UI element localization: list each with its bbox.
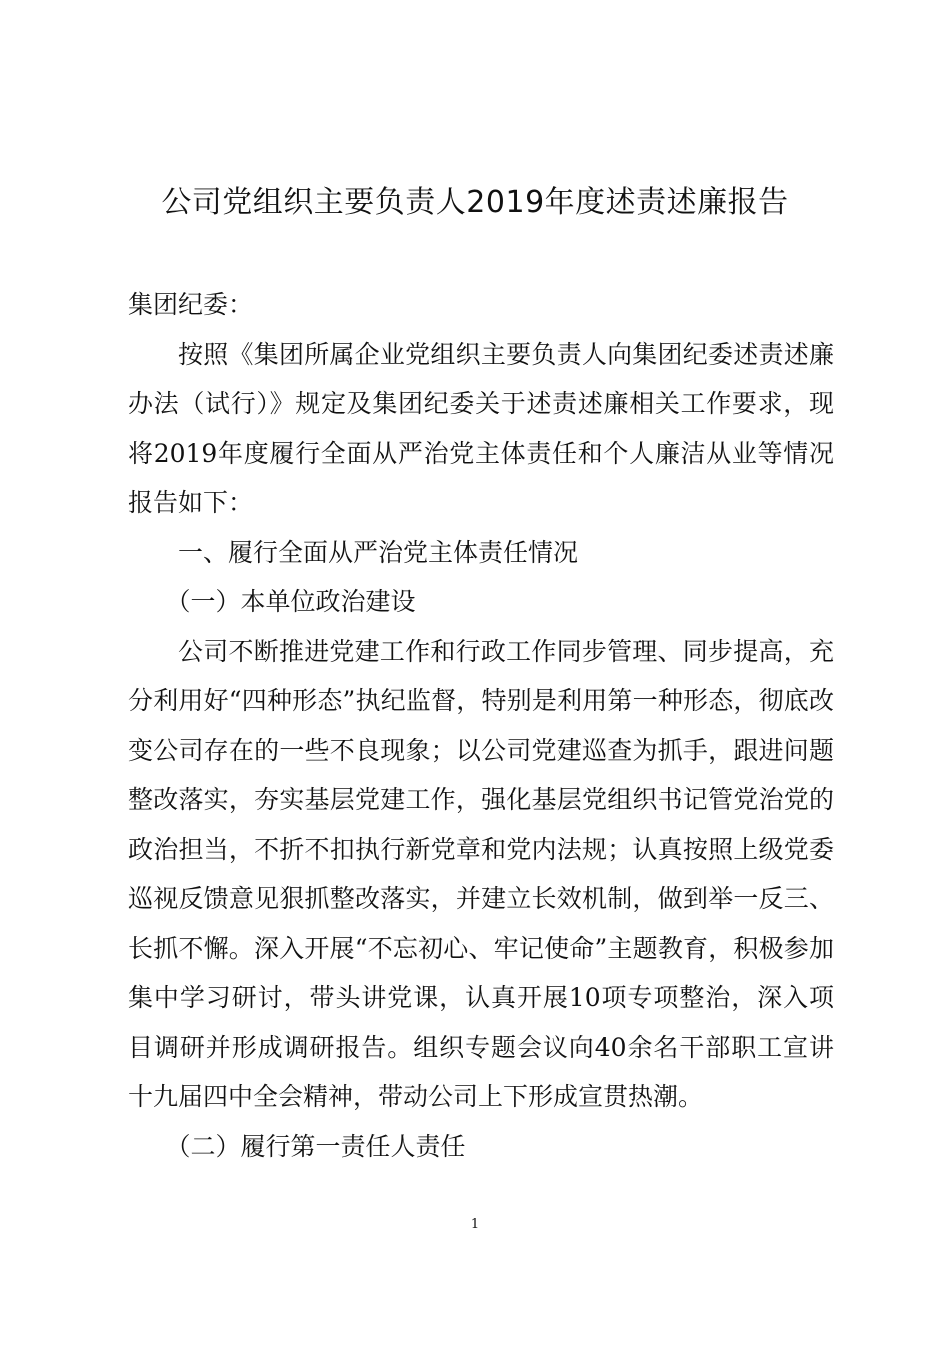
body-paragraph: 公司不断推进党建工作和行政工作同步管理、同步提高，充分利用好“四种形态”执纪监督，特别是利用第一种形态，彻底改变公司存在的一些不良现象；以公司党建巡查为抓手，跟进问题整改落实，夯实基层党建工作，强化基层党组织书记管党治党的政治担当，不折不扣执行新党章和党内法规；认真按照上级党委巡视反馈意见狠抓整改落实，并建立长效机制，做到举一反三、长抓不懈。深入开展“不忘初心、牢记使命”主题教育，积极参加集中学习研讨，带头讲党课，认真开展10项专项整治，深入项目调研并形成调研报告。组织专题会议向40余名干部职工宣讲十九届四中全会精神，带动公司上下形成宣贯热潮。 — [128, 636, 834, 1111]
page-number: 1 — [470, 1217, 480, 1232]
document-title: 公司党组织主要负责人2019年度述责述廉报告 — [161, 185, 789, 220]
subsection-heading-2: （二）履行第一责任人责任 — [165, 1131, 466, 1161]
section-heading: 一、履行全面从严治党主体责任情况 — [178, 537, 579, 567]
salutation: 集团纪委： — [128, 290, 254, 319]
subsection-heading-1: （一）本单位政治建设 — [165, 587, 416, 616]
intro-paragraph: 按照《集团所属企业党组织主要负责人向集团纪委述责述廉办法（试行）》规定及集团纪委关于述责述廉相关工作要求，现将2019年度履行全面从严治党主体责任和个人廉洁从业等情况报告如下： — [128, 339, 834, 517]
document-body — [128, 280, 834, 1171]
